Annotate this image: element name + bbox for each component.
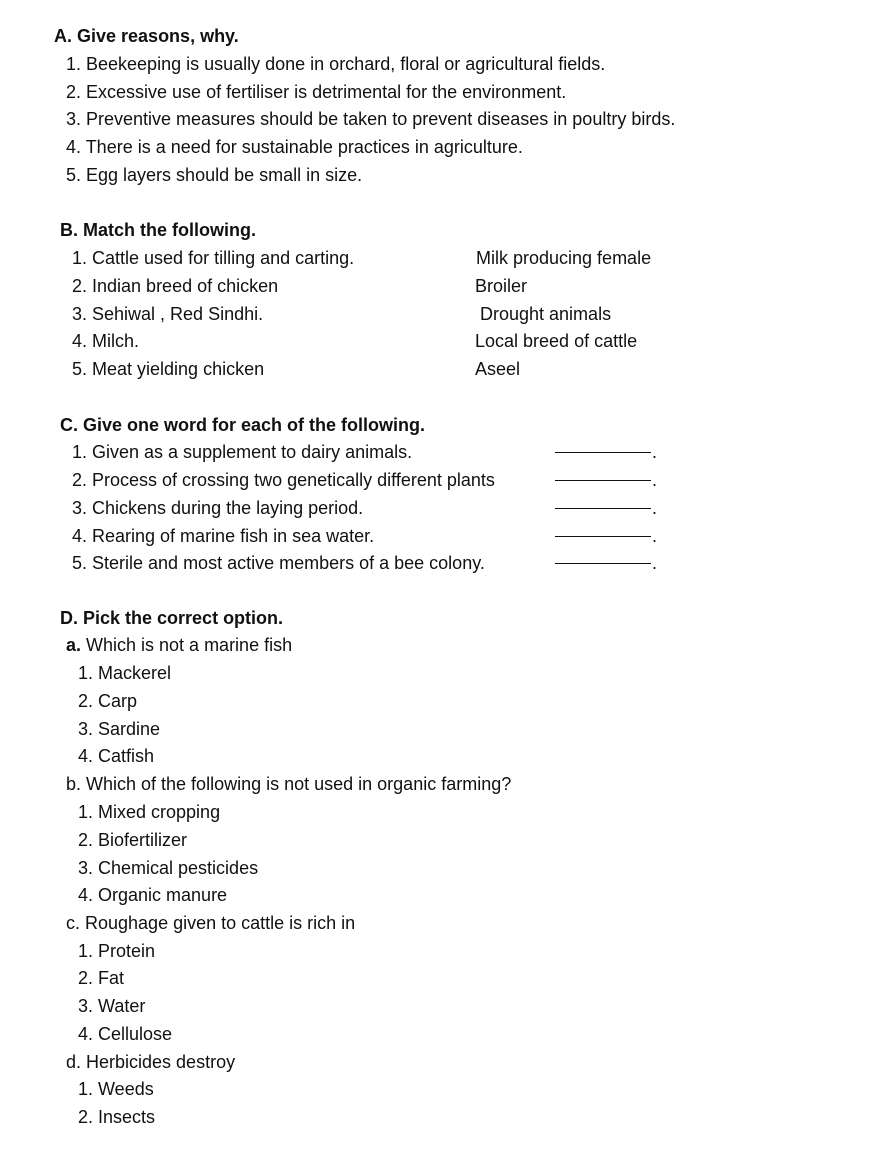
answer-blank: . (555, 441, 657, 463)
mcq-option: 3. Sardine (78, 719, 161, 739)
match-right-item: Drought animals (480, 304, 612, 324)
section-a-item: 1. Beekeeping is usually done in orchard, floral or agricultural fields. (66, 54, 606, 74)
answer-blank: . (555, 552, 657, 574)
question-letter: a. (66, 635, 82, 655)
section-a-item: 3. Preventive measures should be taken to prevent diseases in poultry birds. (66, 109, 676, 129)
match-right-item: Broiler (475, 276, 528, 296)
mcq-question: c. Roughage given to cattle is rich in (66, 913, 356, 933)
match-right-item: Milk producing female (476, 248, 652, 268)
mcq-question (66, 634, 292, 656)
section-c-heading: C. Give one word for each of the following. (60, 415, 426, 435)
answer-blank: . (555, 497, 657, 519)
question-text: Which is not a marine fish (81, 635, 293, 655)
one-word-item: 4. Rearing of marine fish in sea water. (72, 526, 375, 546)
section-d-heading: D. Pick the correct option. (60, 608, 284, 628)
mcq-option: 1. Protein (78, 941, 156, 961)
answer-blank: . (555, 525, 657, 547)
section-a-item: 4. There is a need for sustainable practices in agriculture. (66, 137, 523, 157)
match-left-item: 1. Cattle used for tilling and carting. (72, 248, 355, 268)
mcq-question: d. Herbicides destroy (66, 1052, 236, 1072)
one-word-item: 1. Given as a supplement to dairy animals. (72, 442, 413, 462)
mcq-option: 3. Chemical pesticides (78, 858, 259, 878)
match-right-item: Local breed of cattle (475, 331, 638, 351)
mcq-option: 4. Cellulose (78, 1024, 173, 1044)
answer-blank: . (555, 469, 657, 491)
mcq-option: 2. Carp (78, 691, 138, 711)
mcq-option: 2. Biofertilizer (78, 830, 188, 850)
mcq-question: b. Which of the following is not used in organic farming? (66, 774, 512, 794)
match-left-item: 5. Meat yielding chicken (72, 359, 265, 379)
mcq-option: 2. Insects (78, 1107, 156, 1127)
mcq-option: 1. Mackerel (78, 663, 172, 683)
mcq-option: 1. Weeds (78, 1079, 154, 1099)
section-a-heading: A. Give reasons, why. (54, 26, 239, 46)
one-word-item: 3. Chickens during the laying period. (72, 498, 364, 518)
mcq-option: 3. Water (78, 996, 146, 1016)
one-word-item: 5. Sterile and most active members of a bee colony. (72, 553, 485, 573)
one-word-item: 2. Process of crossing two genetically different plants (72, 470, 495, 490)
match-left-item: 4. Milch. (72, 331, 140, 351)
mcq-option: 4. Catfish (78, 746, 155, 766)
match-right-item: Aseel (475, 359, 521, 379)
section-b-heading: B. Match the following. (60, 220, 256, 240)
mcq-option: 1. Mixed cropping (78, 802, 221, 822)
mcq-option: 4. Organic manure (78, 885, 228, 905)
section-a-item: 5. Egg layers should be small in size. (66, 165, 363, 185)
mcq-option: 2. Fat (78, 968, 125, 988)
match-left-item: 2. Indian breed of chicken (72, 276, 279, 296)
match-left-item: 3. Sehiwal , Red Sindhi. (72, 304, 264, 324)
section-a-item: 2. Excessive use of fertiliser is detrimental for the environment. (66, 82, 567, 102)
